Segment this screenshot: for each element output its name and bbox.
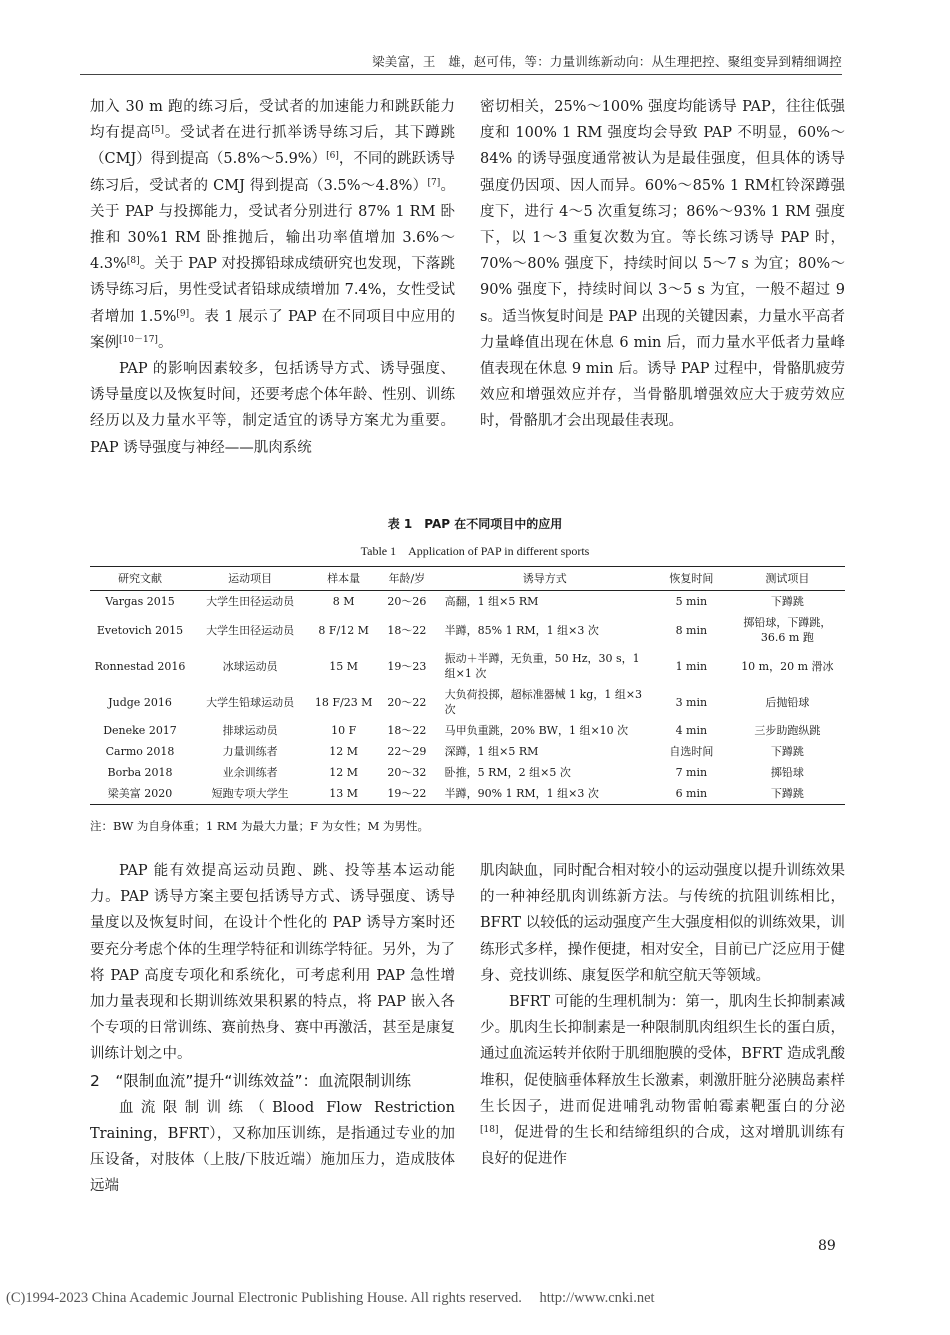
table-cell: 7 min [675, 766, 708, 779]
paragraph: BFRT 可能的生理机制为：第一，肌肉生长抑制素减少。肌肉生长抑制素是一种限制肌肉组织生长的蛋白质，通过血流运转并依附于肌细胞膜的受体，BFRT 造成乳酸堆积，促使脑垂体释放生长激素，刺激肝脏分泌胰岛素样生长因子，进而促进哺乳动物雷帕霉素靶蛋白的分泌[18]，促进骨的生长和结缔组织的合成，这对增肌训练有良好的促进作 [480, 994, 845, 1168]
header-cell: 诱导方式 [437, 567, 653, 591]
paragraph: 血流限制训练（Blood Flow Restriction Training，BFRT），又称加压训练，是指通过专业的加压设备，对肢体（上肢/下肢近端）施加压力，造成肢体远端 [90, 1099, 455, 1195]
table-cell: Judge 2016 [108, 695, 172, 709]
citation: [7] [427, 177, 441, 188]
table-cell: 深蹲，1 组×5 RM [444, 745, 539, 758]
table-row [90, 762, 845, 783]
table-cell: Carmo 2018 [105, 745, 175, 758]
table-cell: 下蹲跳 [730, 783, 845, 805]
copyright-notice: (C)1994-2023 China Academic Journal Electronic Publishing House. All rights reserved. [6, 1290, 522, 1306]
footer [6, 1290, 655, 1307]
table-cell: 短跑专项大学生 [190, 783, 310, 805]
table-cell: 力量训练者 [222, 745, 278, 758]
table-cell: Vargas 2015 [105, 595, 175, 608]
section-heading: 2 “限制血流”提升“训练效益”：血流限制训练 [90, 1071, 411, 1090]
citation: [10－17] [119, 334, 158, 345]
table-note: 注：BW 为自身体重；1 RM 为最大力量；F 为女性；M 为男性。 [90, 819, 430, 833]
table-cell: 18～22 [387, 623, 427, 637]
table-title: 表 1 PAP 在不同项目中的应用 [387, 517, 563, 531]
table-cell: 10 F [331, 724, 357, 737]
table-cell: 半蹲，85% 1 RM，1 组×3 次 [444, 623, 599, 637]
paragraph: 密切相关，25%～100% 强度均能诱导 PAP，往往低强度和 100% 1 RM 强度均会导致 PAP 不明显，60%～84% 的诱导强度通常被认为是最佳强度，但具体的诱导强度仍因项、因人而异。60%～85% 1 RM杠铃深蹲强度下，进行 4～5 次重复练习；86%～93% 1 RM 强度下，以 1～3 重复次数为宜。等长练习诱导 PAP 时，70%～80% 强度下，持续时间以 5～7 s 为宜；80%～90% 强度下，持续时间以 3～5 s 为宜，一般不超过 9 s。适当恢复时间是 PAP 出现的关键因素，力量水平高者力量峰值出现在休息 6 min 后，而力量水平低者力量峰值表现在休息 9 min 后。诱导 PAP 过程中，骨骼肌疲劳效应和增强效应并存，当骨骼肌增强效应大于疲劳效应时，骨骼肌才会出现最佳表现。 [480, 99, 845, 430]
table-cell: 12 M [329, 766, 359, 779]
table-row [90, 591, 845, 613]
table-cell: 大学生田径运动员 [206, 623, 295, 637]
table-cell: 5 min [675, 595, 708, 608]
table-cell: 高翻，1 组×5 RM [444, 595, 539, 608]
table-cell: 业余训练者 [222, 766, 278, 779]
column-bottom-left [90, 858, 455, 1199]
table-cell: Ronnestad 2016 [94, 659, 186, 673]
citation: [18] [480, 1125, 499, 1136]
footer-link[interactable]: http://www.cnki.net [539, 1290, 655, 1306]
table-cell: 6 min [653, 783, 730, 805]
citation: [9] [176, 308, 190, 319]
table-cell: 8 M [332, 595, 355, 608]
table-cell: 下蹲跳 [770, 745, 804, 758]
table-cell: 冰球运动员 [222, 659, 278, 673]
table-cell: 15 M [329, 659, 359, 673]
table-row [90, 684, 845, 720]
table-cell: 13 M [310, 783, 377, 805]
header-cell: 运动项目 [190, 567, 310, 591]
table-cell: 自选时间 [669, 745, 714, 758]
citation: [5] [151, 125, 165, 136]
table-cell: 梁美富 2020 [90, 783, 190, 805]
table-cell: 10 m，20 m 滑冰 [741, 659, 834, 673]
table-cell: 19～22 [377, 783, 437, 805]
paragraph: PAP 的影响因素较多，包括诱导方式、诱导强度、诱导量度以及恢复时间，还要考虑个体年龄、性别、训练经历以及力量水平等，制定适宜的诱导方案尤为重要。PAP 诱导强度与神经——肌肉系统 [90, 361, 455, 456]
table-cell: 19～23 [387, 659, 427, 673]
table-cell: 8 min [675, 623, 708, 637]
table-cell: 22～29 [387, 745, 427, 758]
table-cell: 12 M [329, 745, 359, 758]
table-row [90, 783, 845, 805]
table-cell: 半蹲，90% 1 RM，1 组×3 次 [437, 783, 653, 805]
paragraph: 加入 30 m 跑的练习后，受试者的加速能力和跳跃能力均有提高[5]。受试者在进行抓举诱导练习后，其下蹲跳（CMJ）得到提高（5.8%～5.9%）[6]，不同的跳跃诱导练习后，受试者的 CMJ 得到提高（3.5%～4.8%）[7]。关于 PAP 与投掷能力，受试者分别进行 87% 1 RM 卧推和 30%1 RM 卧推抛后，输出功率值增加 3.6%～4.3%[8]。关于 PAP 对投掷铅球成绩研究也发现，下落跳诱导练习后，男性受试者铅球成绩增加 7.4%，女性受试者增加 1.5%[9]。表 1 展示了 PAP 在不同项目中应用的案例[10－17]。 [90, 99, 456, 351]
table-cell: 20～32 [387, 766, 427, 779]
table-row [90, 720, 845, 741]
table-cell: 马甲负重跳，20% BW，1 组×10 次 [444, 724, 629, 737]
running-header: 梁美富，王 雄，赵可伟，等：力量训练新动向：从生理把控、聚组变异到精细调控 [372, 54, 842, 69]
table-cell: 20～22 [387, 695, 427, 709]
table-cell: 4 min [675, 724, 708, 737]
table-cell: Borba 2018 [107, 766, 173, 779]
header-cell: 研究文献 [90, 567, 190, 591]
page-number: 89 [818, 1238, 836, 1254]
citation: [8] [126, 256, 140, 267]
table-cell: 3 min [675, 695, 708, 709]
table-cell: 大学生田径运动员 [206, 595, 295, 608]
table-cell: 大负荷投掷，超标准器械 1 kg，1 组×3 次 [444, 688, 643, 716]
table-cell: 1 min [675, 659, 708, 673]
header-cell: 恢复时间 [653, 567, 730, 591]
pap-table [90, 566, 845, 805]
table-cell: Deneke 2017 [103, 724, 177, 737]
header-rule [80, 74, 842, 75]
header-cell: 年龄/岁 [377, 567, 437, 591]
column-top-right [480, 94, 845, 435]
column-top-left [90, 94, 455, 461]
table-cell: 8 F/12 M [318, 623, 369, 637]
table-row [90, 741, 845, 762]
table-cell: 掷铅球 [770, 766, 804, 779]
table-cell: 20～26 [387, 595, 427, 608]
table-cell: 大学生铅球运动员 [206, 695, 295, 709]
table-cell: 18～22 [387, 724, 427, 737]
table-cell: 后抛铅球 [765, 695, 810, 709]
table-cell: 卧推，5 RM，2 组×5 次 [444, 766, 571, 779]
table-row [90, 648, 845, 684]
column-bottom-right [480, 858, 845, 1172]
header-cell: 样本量 [310, 567, 377, 591]
table-header-row [90, 567, 845, 591]
table-cell: 排球运动员 [222, 724, 278, 737]
table-cell: 三步助跑纵跳 [754, 724, 821, 737]
paragraph: PAP 能有效提高运动员跑、跳、投等基本运动能力。PAP 诱导方案主要包括诱导方式、诱导强度、诱导量度以及恢复时间，在设计个性化的 PAP 诱导方案时还要充分考虑个体的生理学特征和训练学特征。另外，为了将 PAP 高度专项化和系统化，可考虑利用 PAP 急性增加力量表现和长期训练效果积累的特点，将 PAP 嵌入各个专项的日常训练、赛前热身、赛中再激活，甚至是康复训练计划之中。 [90, 863, 455, 1063]
table-cell: 振动＋半蹲，无负重，50 Hz，30 s，1 组×1 次 [444, 652, 640, 680]
header-cell: 测试项目 [730, 567, 845, 591]
table-cell: 下蹲跳 [770, 595, 804, 608]
table-cell: 掷铅球，下蹲跳，36.6 m 跑 [743, 616, 832, 644]
table-cell: Evetovich 2015 [96, 623, 184, 637]
table-title-en: Table 1 Application of PAP in different sports [360, 544, 590, 558]
citation: [6] [326, 151, 339, 162]
table-row [90, 612, 845, 648]
table-cell: 18 F/23 M [314, 695, 373, 709]
paragraph: 肌肉缺血，同时配合相对较小的运动强度以提升训练效果的一种神经肌肉训练新方法。与传统的抗阻训练相比，BFRT 以较低的运动强度产生大强度相似的训练效果，训练形式多样，操作便捷，相对安全，目前已广泛应用于健身、竞技训练、康复医学和航空航天等领域。 [480, 863, 845, 984]
